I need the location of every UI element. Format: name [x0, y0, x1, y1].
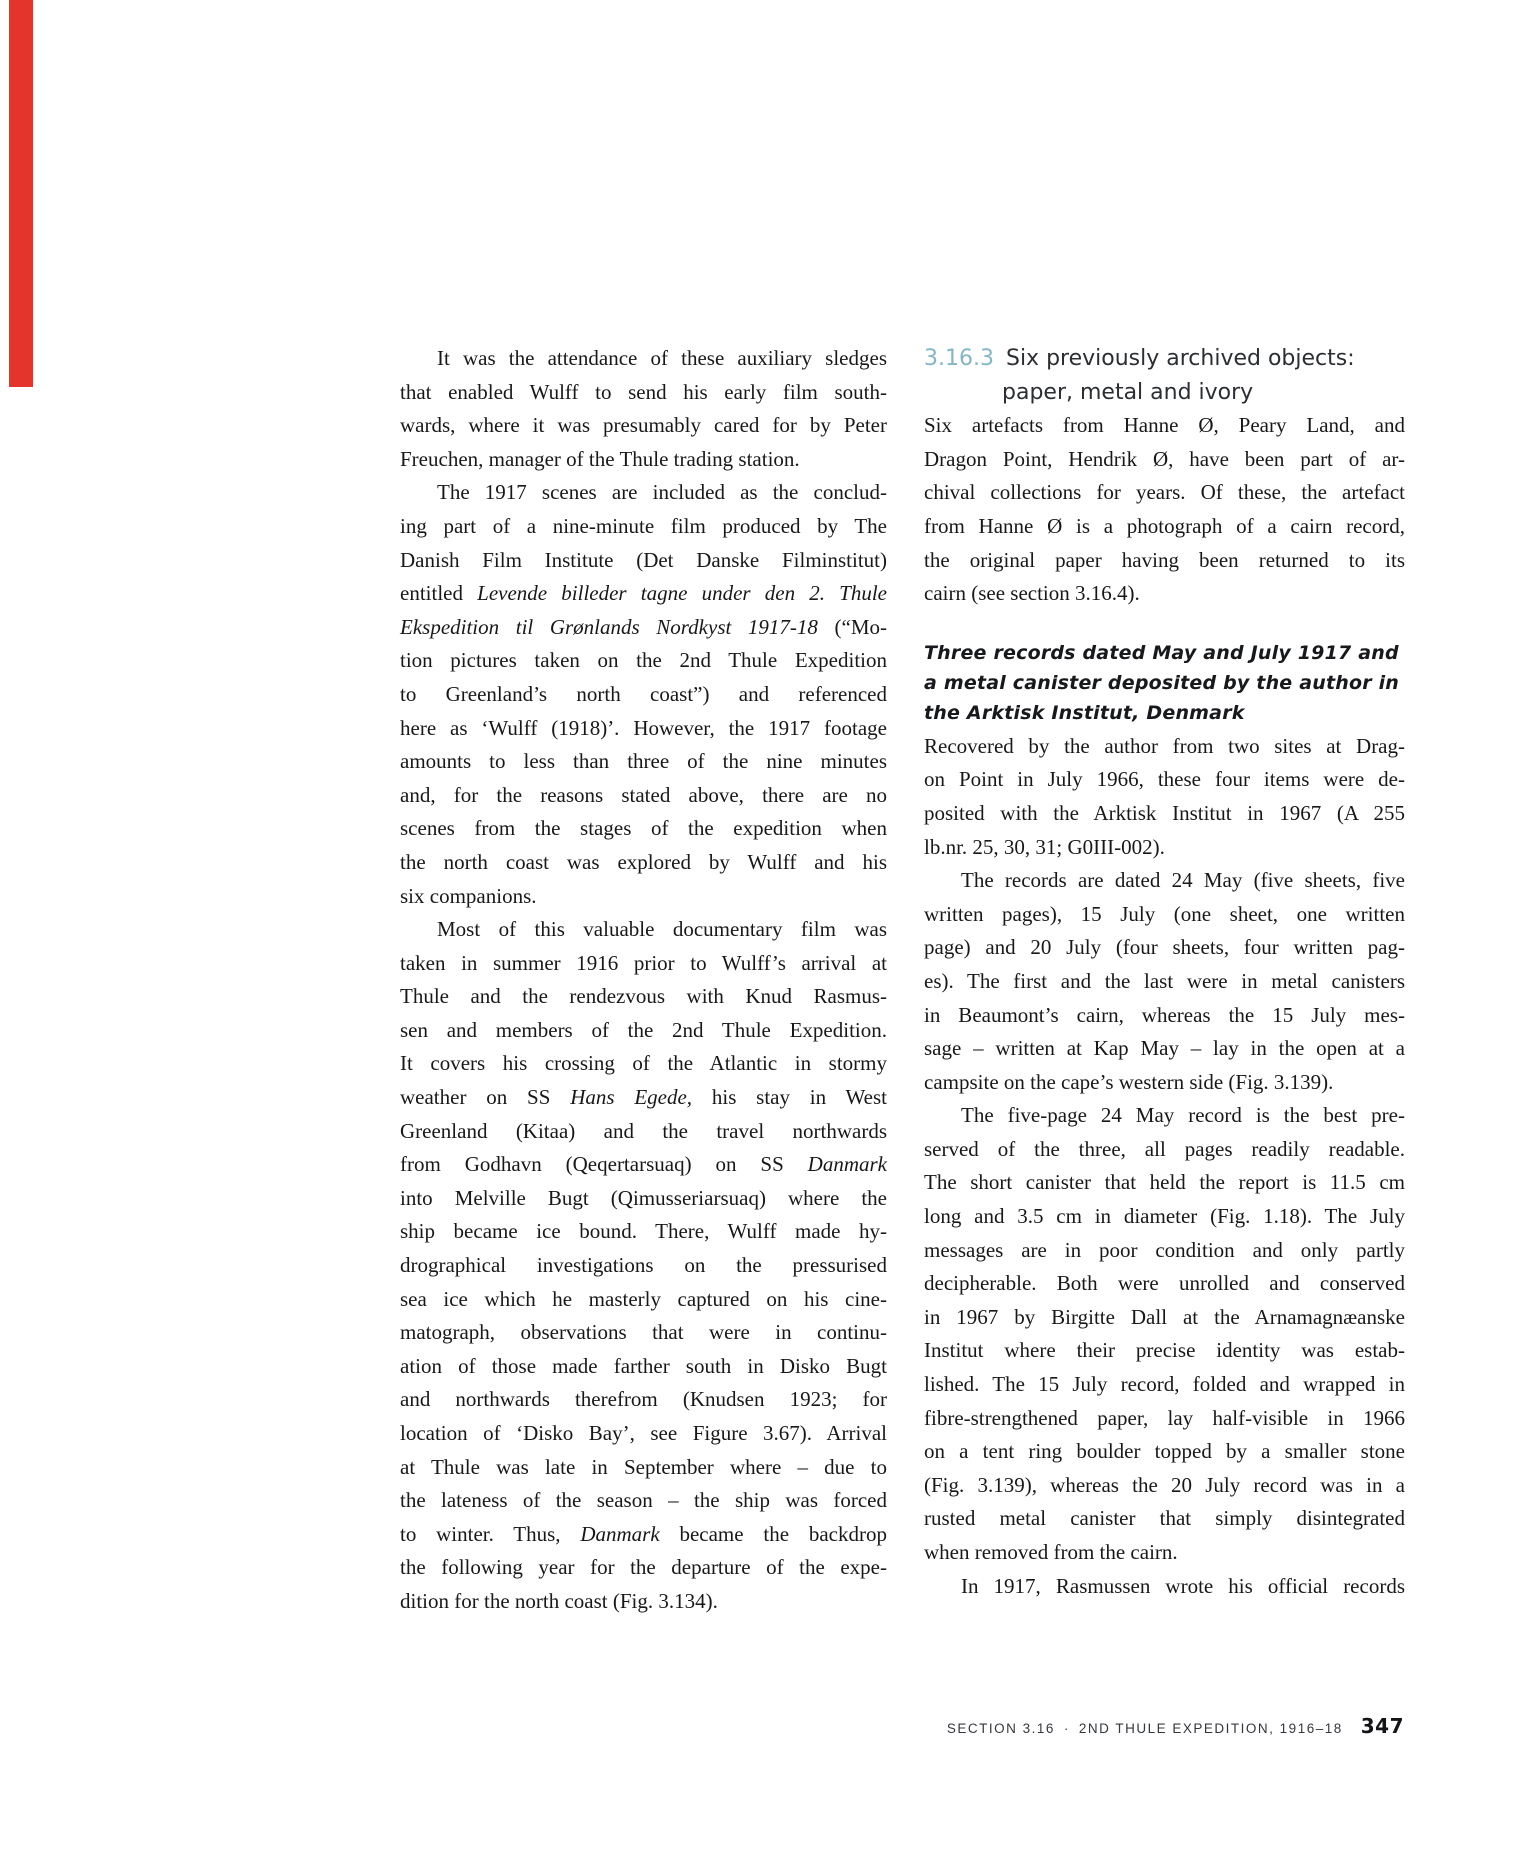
subheading	[924, 638, 1405, 728]
page-number: 347	[1360, 1714, 1404, 1738]
text-line: to Greenland’s north coast”) and referenced	[400, 681, 887, 706]
text-line: lb.nr. 25, 30, 31; G0III-002).	[924, 834, 1165, 859]
section-heading-line1	[924, 342, 1405, 376]
text-line: entitled Levende billeder tagne under den 2. Thule	[400, 581, 887, 606]
text-line: here as ‘Wulff (1918)’. However, the 1917 footage	[400, 715, 887, 740]
running-footer	[947, 1721, 1343, 1736]
text-line: when removed from the cairn.	[924, 1540, 1178, 1564]
footer-section-label: SECTION 3.16	[946, 1721, 1055, 1736]
paragraph	[924, 409, 1405, 611]
text-line: decipherable. Both were unrolled and conserved	[924, 1271, 1405, 1296]
paragraph	[400, 342, 887, 476]
text-line: location of ‘Disko Bay’, see Figure 3.67). Arrival	[400, 1421, 887, 1445]
text-line: six companions.	[400, 883, 537, 908]
text-line: that enabled Wulff to send his early film south-	[400, 379, 887, 404]
section-number: 3.16.3	[924, 346, 994, 371]
text-line: and northwards therefrom (Knudsen 1923; for	[400, 1387, 887, 1412]
text-line: Three records dated May and July 1917 and	[924, 641, 1399, 664]
text-line: Ekspedition til Grønlands Nordkyst 1917-18 (“Mo-	[400, 614, 887, 639]
text-line: dition for the north coast (Fig. 3.134).	[400, 1588, 718, 1613]
text-line: the north coast was explored by Wulff and his	[400, 849, 887, 874]
text-line: in 1967 by Birgitte Dall at the Arnamagnæanske	[924, 1304, 1405, 1329]
text-line: Thule and the rendezvous with Knud Rasmus-	[400, 984, 887, 1009]
text-line: a metal canister deposited by the author in	[924, 671, 1400, 694]
text-line: rusted metal canister that simply disintegrated	[924, 1506, 1405, 1531]
footer-book-title: 2ND THULE EXPEDITION, 1916–18	[1078, 1721, 1343, 1736]
footer-separator: ·	[1063, 1721, 1070, 1736]
text-line: ing part of a nine-minute film produced by The	[400, 513, 887, 538]
text-line: posited with the Arktisk Institut in 1967 (A 255	[924, 800, 1405, 825]
text-line: lished. The 15 July record, folded and wrapped in	[924, 1372, 1405, 1397]
text-line: messages are in poor condition and only partly	[924, 1237, 1405, 1262]
text-line: written pages), 15 July (one sheet, one written	[924, 901, 1405, 926]
text-line: on a tent ring boulder topped by a smaller stone	[924, 1439, 1405, 1464]
text-line: long and 3.5 cm in diameter (Fig. 1.18). The July	[924, 1204, 1405, 1229]
text-line: Institut where their precise identity was estab-	[924, 1338, 1405, 1363]
text-line: at Thule was late in September where – due to	[400, 1454, 887, 1479]
text-line: tion pictures taken on the 2nd Thule Expedition	[400, 648, 887, 673]
text-line: The five-page 24 May record is the best pre-	[961, 1103, 1405, 1128]
text-line: to winter. Thus, Danmark became the backdrop	[400, 1521, 887, 1546]
text-line: Freuchen, manager of the Thule trading station.	[400, 446, 800, 471]
right-column-text	[924, 409, 1405, 1603]
text-line: Recovered by the author from two sites at Drag-	[924, 733, 1405, 758]
paragraph	[400, 913, 887, 1618]
text-line: taken in summer 1916 prior to Wulff’s arrival at	[400, 950, 887, 975]
text-line: It was the attendance of these auxiliary sledges	[437, 346, 887, 370]
section-title: Six previously archived objects:	[1005, 346, 1355, 371]
text-line: the Arktisk Institut, Denmark	[924, 701, 1245, 724]
text-line: from Godhavn (Qeqertarsuaq) on SS Danmark	[400, 1152, 887, 1177]
text-line: chival collections for years. Of these, the artefact	[924, 480, 1405, 505]
paragraph	[924, 1570, 1405, 1604]
section-title-line2: paper, metal and ivory	[1002, 379, 1254, 405]
text-line: In 1917, Rasmussen wrote his official records	[961, 1573, 1405, 1598]
text-line: The records are dated 24 May (five sheets, five	[961, 868, 1405, 893]
text-line: es). The first and the last were in metal canisters	[924, 968, 1405, 993]
text-line: It covers his crossing of the Atlantic in stormy	[400, 1051, 887, 1076]
text-line: Most of this valuable documentary film was	[437, 917, 887, 942]
text-line: (Fig. 3.139), whereas the 20 July record was in a	[924, 1472, 1405, 1497]
text-line: in Beaumont’s cairn, whereas the 15 July mes-	[924, 1002, 1405, 1027]
text-line: weather on SS Hans Egede, his stay in West	[400, 1085, 887, 1110]
paragraph	[924, 730, 1405, 864]
text-line: ship became ice bound. There, Wulff made hy-	[400, 1219, 887, 1244]
text-line: cairn (see section 3.16.4).	[924, 581, 1140, 606]
text-line: sen and members of the 2nd Thule Expedition.	[400, 1017, 887, 1042]
text-line: on Point in July 1966, these four items were de-	[924, 767, 1405, 792]
left-column	[400, 342, 887, 1619]
text-line: The short canister that held the report is 11.5 cm	[924, 1170, 1405, 1195]
text-line: Six artefacts from Hanne Ø, Peary Land, and	[924, 413, 1405, 438]
text-line: the lateness of the season – the ship was forced	[400, 1488, 887, 1513]
text-line: Greenland (Kitaa) and the travel northwards	[400, 1118, 887, 1143]
text-line: The 1917 scenes are included as the conclud-	[437, 480, 887, 505]
text-line: the original paper having been returned to its	[924, 547, 1405, 572]
text-line: amounts to less than three of the nine minutes	[400, 749, 887, 774]
text-line: Danish Film Institute (Det Danske Filminstitut)	[400, 547, 887, 572]
text-line: fibre-strengthened paper, lay half-visible in 1966	[924, 1405, 1405, 1430]
page-footer	[947, 1714, 1404, 1738]
text-line: sage – written at Kap May – lay in the open at a	[924, 1036, 1405, 1061]
text-line: served of the three, all pages readily readable.	[924, 1136, 1405, 1161]
text-line: and, for the reasons stated above, there are no	[400, 782, 887, 807]
text-line: matograph, observations that were in continu-	[400, 1320, 887, 1345]
chapter-edge-tab	[9, 0, 33, 387]
text-line: ation of those made farther south in Disko Bugt	[400, 1353, 887, 1378]
paragraph	[924, 864, 1405, 1099]
paragraph	[924, 1099, 1405, 1569]
text-line: the following year for the departure of the expe-	[400, 1555, 887, 1580]
section-heading	[924, 342, 1405, 409]
text-line: sea ice which he masterly captured on his cine-	[400, 1286, 887, 1311]
text-line: from Hanne Ø is a photograph of a cairn record,	[924, 513, 1405, 538]
text-line: wards, where it was presumably cared for by Peter	[400, 413, 887, 438]
text-line: drographical investigations on the pressurised	[400, 1253, 887, 1278]
text-line: campsite on the cape’s western side (Fig. 3.139).	[924, 1069, 1334, 1094]
paragraph	[400, 476, 887, 913]
text-line: Dragon Point, Hendrik Ø, have been part of ar-	[924, 446, 1405, 471]
text-line: page) and 20 July (four sheets, four written pag-	[924, 935, 1405, 960]
text-line: scenes from the stages of the expedition when	[400, 816, 887, 841]
right-column	[924, 342, 1405, 1603]
text-line: into Melville Bugt (Qimusseriarsuaq) where the	[400, 1185, 887, 1210]
